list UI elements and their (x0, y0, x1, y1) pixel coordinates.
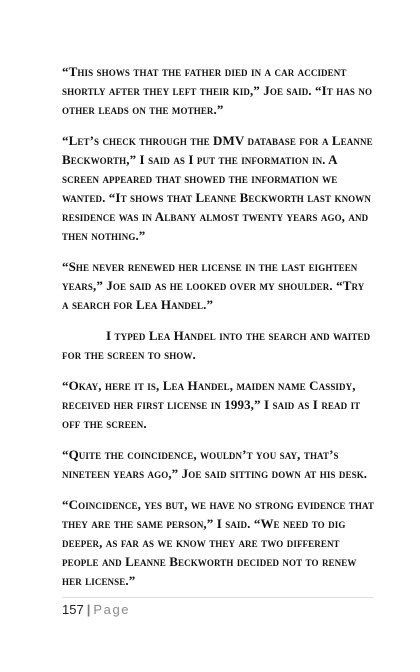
paragraph: “Let’s check through the DMV database for a Leanne Beckworth,” I said as I put the information in. A screen appeared that showed the information we wanted. “It shows that Leanne Beckworth last known residence was in Albany almost twenty years ago, and then nothing.” (62, 133, 373, 243)
paragraph: “Quite the coincidence, wouldn’t you say, that’s nineteen years ago,” Joe said sitting down at his desk. (62, 447, 368, 481)
paragraph: “Okay, here it is, Lea Handel, maiden name Cassidy, received her first license in 1993,” I said as I read it off the screen. (62, 378, 361, 431)
page-footer (62, 597, 374, 617)
page-number: 157 (62, 602, 84, 617)
paragraph: I typed Lea Handel into the search and waited for the screen to show. (62, 328, 371, 362)
page-label: Page (93, 602, 131, 617)
paragraph: “Coincidence, yes but, we have no strong evidence that they are the same person,” I said. “We need to dig deeper, as far as we know they are two different people and Leanne Beckworth decided not to renew her license.” (62, 497, 375, 588)
paragraph: “She never renewed her license in the last eighteen years,” Joe said as he looked over my shoulder. “Try a search for Lea Handel.” (62, 259, 365, 312)
footer-separator: | (86, 602, 91, 617)
page-body-text (62, 62, 374, 602)
paragraph: “This shows that the father died in a car accident shortly after they left their kid,” Joe said. “It has no other leads on the mother.” (62, 64, 373, 117)
